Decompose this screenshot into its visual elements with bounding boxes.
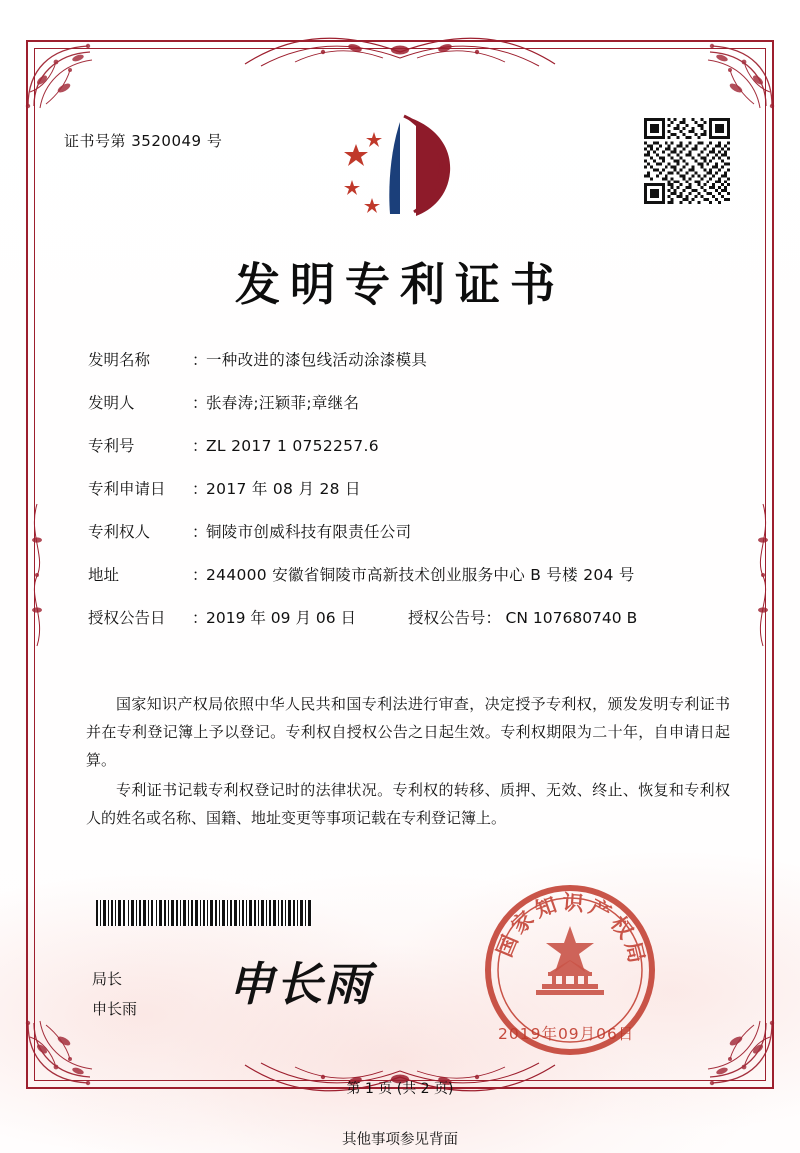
signature-title-label: 局长 [92, 970, 123, 988]
field-colon: ： [192, 523, 208, 541]
field-label [88, 520, 192, 542]
field-colon: ： [192, 566, 208, 584]
field-value-patentee: 铜陵市创威科技有限责任公司 [206, 523, 412, 541]
paragraph-2: 专利证书记载专利权登记时的法律状况。专利权的转移、质押、无效、终止、恢复和专利权人的姓名或名称、国籍、地址变更等事项记载在专利登记簿上。 [86, 781, 730, 827]
field-label-text: 发明名称 [88, 351, 151, 369]
side-ornament-icon [750, 500, 776, 650]
side-ornament-icon [24, 500, 50, 650]
seal-date: 2019年09月06日 [498, 1025, 635, 1043]
field-label [88, 563, 192, 585]
field-row-patent-number [88, 434, 730, 456]
field-row-grant [88, 606, 730, 628]
field-value-application-date: 2017 年 08 月 28 日 [206, 480, 361, 498]
signature-name: 申长雨 [92, 1000, 138, 1018]
field-colon: ： [192, 437, 208, 455]
certificate-number: 证书号第 3520049 号 [64, 132, 223, 150]
field-colon: ： [192, 609, 208, 627]
field-label-text: 专利申请日 [88, 480, 166, 498]
field-value-address: 244000 安徽省铜陵市高新技术创业服务中心 B 号楼 204 号 [206, 566, 635, 584]
paragraph-1: 国家知识产权局依照中华人民共和国专利法进行审查，决定授予专利权，颁发发明专利证书并在专利登记簿上予以登记。专利权自授权公告之日起生效。专利权期限为二十年，自申请日起算。 [86, 695, 730, 769]
field-value-patent-number: ZL 2017 1 0752257.6 [206, 437, 379, 455]
field-colon: ： [192, 480, 208, 498]
field-label [88, 391, 192, 413]
field-label-text: 专利号 [88, 437, 135, 455]
field-colon: ： [192, 394, 208, 412]
corner-ornament-icon [22, 36, 118, 114]
page-title: 发明专利证书 [234, 258, 565, 311]
field-label-text: 地址 [88, 566, 120, 584]
corner-ornament-icon [682, 36, 778, 114]
barcode-icon [96, 900, 312, 926]
svg-text:国家知识产权局: 国家知识产权局 [492, 890, 650, 970]
field-colon: ： [485, 609, 502, 627]
field-colon: ： [192, 351, 208, 369]
handwritten-signature: 申长雨 [228, 957, 372, 1011]
field-row-application-date [88, 477, 730, 499]
page-indicator: 第 1 页 (共 2 页) [346, 1081, 454, 1097]
field-label-text: 发明人 [88, 394, 135, 412]
field-label-text: 专利权人 [88, 523, 151, 541]
field-row-invention-name [88, 348, 730, 370]
field-list [88, 348, 730, 649]
footer-note: 其他事项参见背面 [342, 1132, 458, 1148]
field-value-inventors: 张春涛;汪颖菲;章继名 [206, 394, 360, 412]
field-value-invention-name: 一种改进的漆包线活动涂漆模具 [206, 351, 428, 369]
field-label-text: 授权公告号 [408, 609, 486, 627]
field-value-grant-number: CN 107680740 B [505, 609, 638, 627]
field-label [88, 434, 192, 456]
field-label [88, 477, 192, 499]
field-row-inventors [88, 391, 730, 413]
field-label [88, 606, 192, 628]
field-label [88, 348, 192, 370]
field-label-text: 授权公告日 [88, 609, 166, 627]
field-label-grant-number [408, 606, 486, 628]
field-row-address [88, 563, 730, 585]
field-value-grant-date: 2019 年 09 月 06 日 [206, 609, 357, 627]
cnipa-patent-emblem-icon [330, 110, 470, 225]
qr-code-icon [644, 118, 730, 204]
field-row-patentee [88, 520, 730, 542]
legal-text-block [86, 690, 730, 834]
top-scroll-ornament-icon [235, 26, 565, 70]
